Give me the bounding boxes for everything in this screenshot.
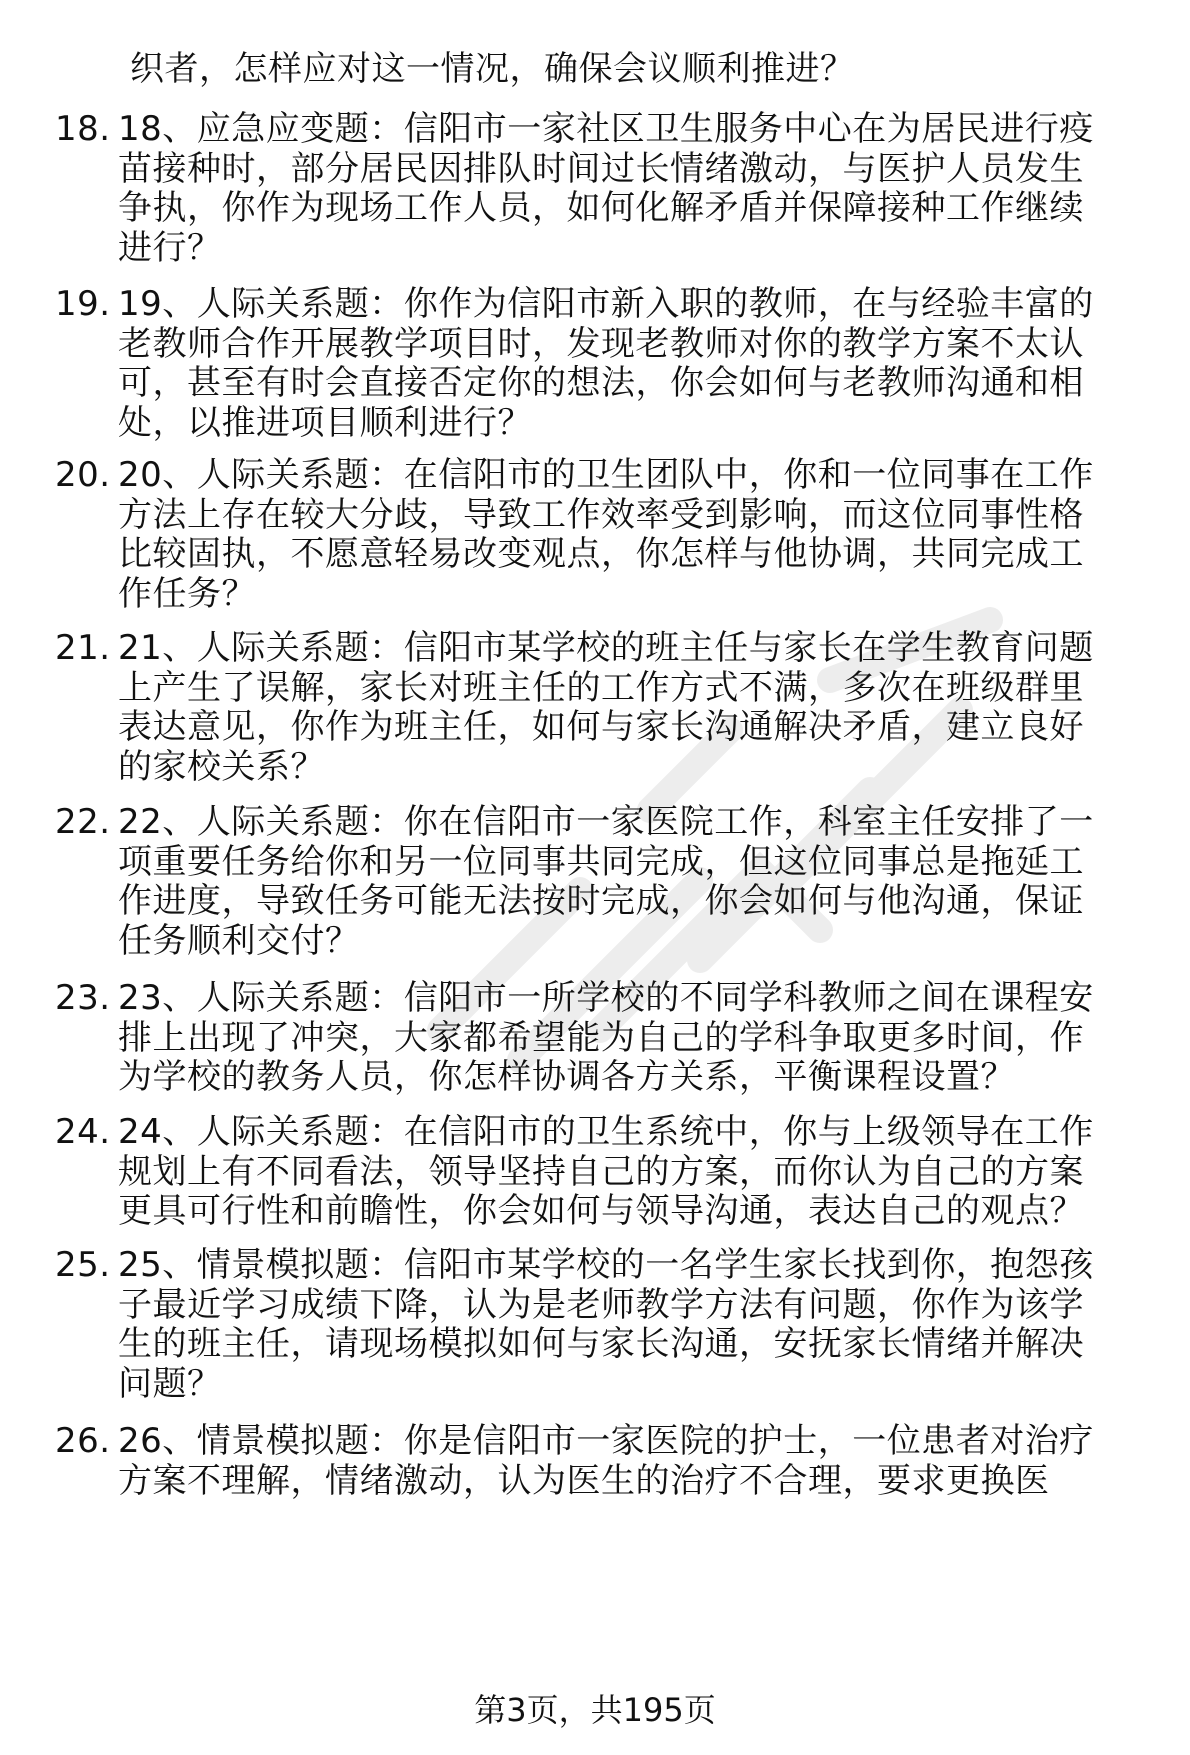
question-text-line: 作任务？ [118,573,256,614]
question-text-line: 上产生了误解，家长对班主任的工作方式不满，多次在班级群里 [118,667,1084,708]
question-text-line: 苗接种时，部分居民因排队时间过长情绪激动，与医护人员发生 [118,148,1084,189]
question-text-line: 为学校的教务人员，你怎样协调各方关系，平衡课程设置？ [118,1057,1015,1097]
question-text-line: 更具可行性和前瞻性，你会如何与领导沟通，表达自己的观点？ [118,1191,1084,1231]
question-text-line: 争执，你作为现场工作人员，如何化解矛盾并保障接种工作继续 [118,188,1084,228]
question-text-line: 子最近学习成绩下降，认为是老师教学方法有问题，你作为该学 [118,1284,1084,1325]
question-text-line: 项重要任务给你和另一位同事共同完成，但这位同事总是拖延工 [118,841,1084,882]
question-text-line: 20、人际关系题：在信阳市的卫生团队中，你和一位同事在工作 [118,455,1094,495]
question-text-line: 进行？ [118,227,222,268]
question-number: 24. [55,1112,111,1152]
question-text-line: 任务顺利交付？ [118,920,360,961]
question-text-line: 24、人际关系题：在信阳市的卫生系统中，你与上级领导在工作 [118,1112,1094,1152]
question-text-line: 方法上存在较大分歧，导致工作效率受到影响，而这位同事性格 [118,494,1084,535]
question-text-line: 老教师合作开展教学项目时，发现老教师对你的教学方案不太认 [118,323,1084,364]
question-text-line: 19、人际关系题：你作为信阳市新入职的教师，在与经验丰富的 [118,284,1094,324]
question-text-line: 比较固执，不愿意轻易改变观点，你怎样与他协调，共同完成工 [118,534,1084,574]
question-text-line: 21、人际关系题：信阳市某学校的班主任与家长在学生教育问题 [118,628,1094,668]
question-number: 23. [55,978,111,1018]
question-text-line: 生的班主任，请现场模拟如何与家长沟通，安抚家长情绪并解决 [118,1324,1084,1364]
question-text-line: 表达意见，你作为班主任，如何与家长沟通解决矛盾，建立良好 [118,707,1084,747]
question-text-line: 的家校关系？ [118,746,325,787]
question-text-line: 作进度，导致任务可能无法按时完成，你会如何与他沟通，保证 [118,881,1084,921]
question-number: 21. [55,628,111,668]
question-text-line: 22、人际关系题：你在信阳市一家医院工作，科室主任安排了一 [118,802,1094,842]
question-number: 20. [55,455,111,495]
question-text-line: 26、情景模拟题：你是信阳市一家医院的护士，一位患者对治疗 [118,1421,1094,1461]
question-number: 22. [55,802,111,842]
question-text-line: 25、情景模拟题：信阳市某学校的一名学生家长找到你，抱怨孩 [118,1245,1094,1285]
question-text-line: 方案不理解，情绪激动，认为医生的治疗不合理，要求更换医 [118,1460,1050,1501]
question-number: 18. [55,109,111,149]
continuation-line: 织者，怎样应对这一情况，确保会议顺利推进？ [130,49,855,89]
question-text-line: 可，甚至有时会直接否定你的想法，你会如何与老教师沟通和相 [118,363,1084,403]
question-number: 26. [55,1421,111,1461]
question-text-line: 问题？ [118,1363,222,1404]
question-text-line: 23、人际关系题：信阳市一所学校的不同学科教师之间在课程安 [118,978,1094,1018]
question-number: 25. [55,1245,111,1285]
question-number: 19. [55,284,111,324]
question-text-line: 处，以推进项目顺利进行？ [118,402,532,443]
question-text-line: 18、应急应变题：信阳市一家社区卫生服务中心在为居民进行疫 [118,109,1094,149]
question-text-line: 排上出现了冲突，大家都希望能为自己的学科争取更多时间，作 [118,1017,1084,1058]
page-footer: 第3页，共195页 [474,1691,716,1729]
question-text-line: 规划上有不同看法，领导坚持自己的方案，而你认为自己的方案 [118,1151,1084,1192]
